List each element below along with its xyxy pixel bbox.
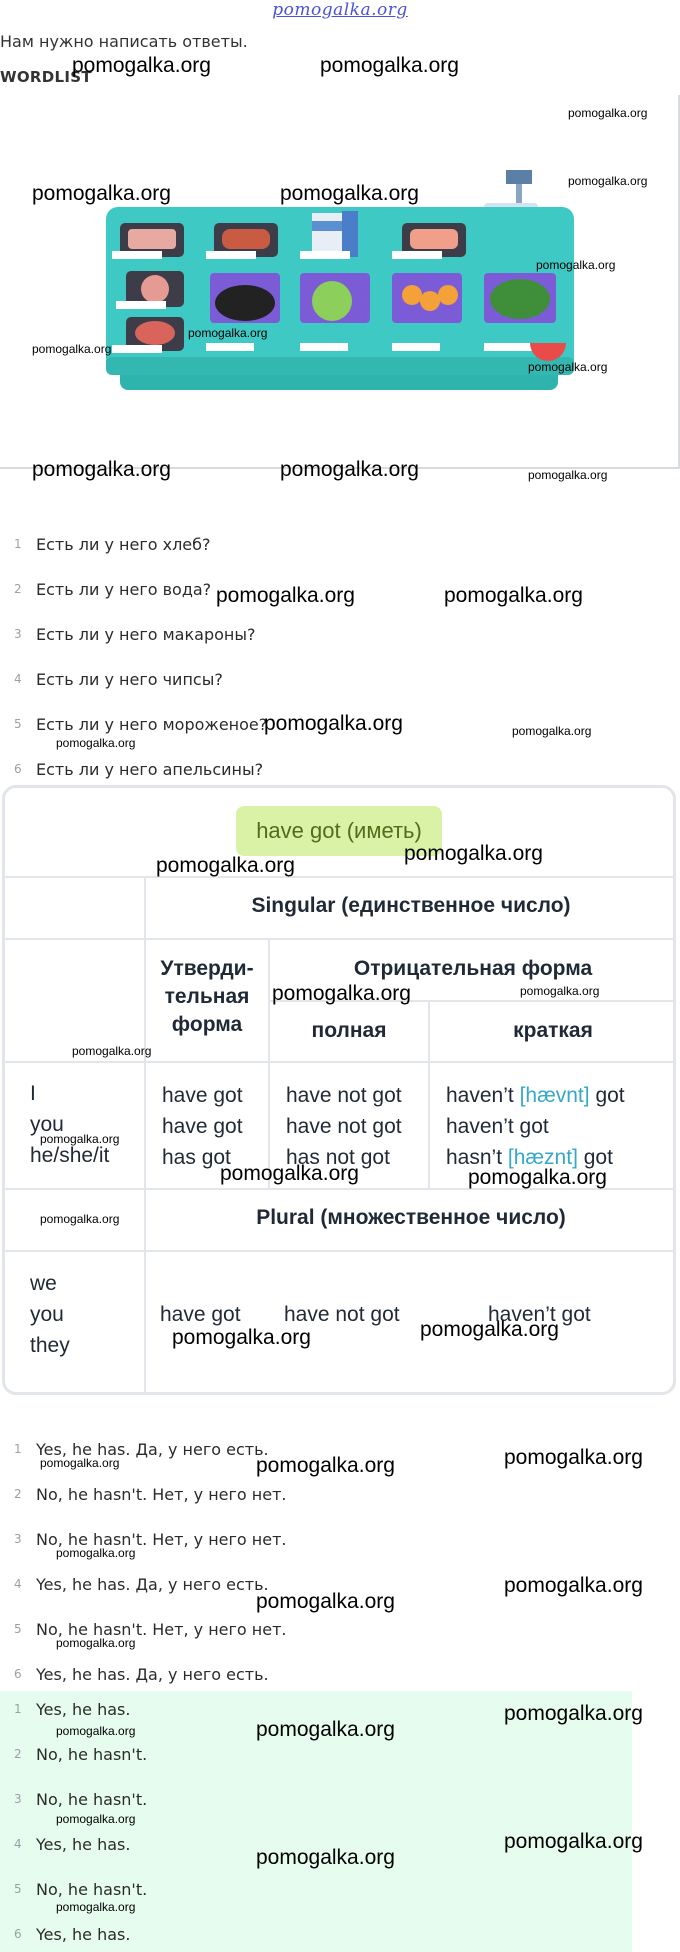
watermark: pomogalka.org <box>568 106 648 120</box>
meat-tray-icon <box>116 271 184 309</box>
question-item: 1 Есть ли у него хлеб? <box>14 535 211 554</box>
short-form-cell: haven’t [hævnt] got haven’t got hasn’t [hæznt] got <box>446 1084 625 1169</box>
grammar-title: have got (иметь) <box>236 806 442 856</box>
watermark: pomogalka.org <box>32 458 171 481</box>
watermark: pomogalka.org <box>536 258 616 272</box>
watermark: pomogalka.org <box>40 1456 120 1470</box>
short-answer-item: 6 Yes, he has. <box>14 1925 131 1944</box>
watermark: pomogalka.org <box>420 1318 559 1341</box>
bacon-tray-icon <box>112 223 184 259</box>
watermark: pomogalka.org <box>512 724 592 738</box>
watermark: pomogalka.org <box>256 1454 395 1477</box>
watermark: pomogalka.org <box>56 1812 136 1826</box>
watermark: pomogalka.org <box>528 360 608 374</box>
plural-full-form-cell: have not got <box>284 1303 400 1326</box>
watermark: pomogalka.org <box>280 458 419 481</box>
pronoun-cell: I you he/she/it <box>30 1082 110 1167</box>
salmon-tray-icon <box>392 223 466 259</box>
watermark: pomogalka.org <box>256 1718 395 1741</box>
singular-header: Singular (единственное число) <box>251 894 571 917</box>
watermark: pomogalka.org <box>320 54 459 77</box>
question-item: 4 Есть ли у него чипсы? <box>14 670 223 689</box>
ipa-haven't: [hævnt] <box>519 1084 590 1107</box>
watermark: pomogalka.org <box>32 342 112 356</box>
watermark: pomogalka.org <box>504 1702 643 1725</box>
question-item: 6 Есть ли у него апельсины? <box>14 760 264 779</box>
full-form-cell: have not got have not got has not got <box>286 1084 402 1169</box>
watermark: pomogalka.org <box>256 1590 395 1613</box>
watermark: pomogalka.org <box>468 1166 607 1189</box>
watermark: pomogalka.org <box>72 54 211 77</box>
answer-item: 6 Yes, he has. Да, у него есть. <box>14 1665 269 1684</box>
watermark: pomogalka.org <box>56 1900 136 1914</box>
watermark: pomogalka.org <box>156 854 295 877</box>
watermark: pomogalka.org <box>172 1326 311 1349</box>
plural-pronoun-cell: we you they <box>30 1272 70 1357</box>
question-item: 2 Есть ли у него вода? <box>14 580 212 599</box>
short-form-header: краткая <box>513 1019 593 1042</box>
watermark: pomogalka.org <box>40 1212 120 1226</box>
answer-item: 2 No, he hasn't. Нет, у него нет. <box>14 1485 287 1504</box>
market-illustration <box>0 95 680 469</box>
watermark: pomogalka.org <box>504 1446 643 1469</box>
watermark: pomogalka.org <box>272 982 411 1005</box>
short-answer-item: 5 No, he hasn't. <box>14 1880 148 1899</box>
affirmative-cell: have got have got has got <box>162 1084 243 1169</box>
short-answer-item: 4 Yes, he has. <box>14 1835 131 1854</box>
negative-header: Отрицательная форма <box>353 957 593 980</box>
market-stall-svg <box>0 95 678 467</box>
affirmative-header: Утверди-тельная форма <box>160 957 254 1036</box>
answer-item: 5 No, he hasn't. Нет, у него нет. <box>14 1620 287 1639</box>
ipa-hasn't: [hæznt] <box>507 1146 578 1169</box>
watermark: pomogalka.org <box>264 712 403 735</box>
full-form-header: полная <box>311 1019 387 1042</box>
watermark: pomogalka.org <box>528 468 608 482</box>
answer-item: 4 Yes, he has. Да, у него есть. <box>14 1575 269 1594</box>
watermark: pomogalka.org <box>56 1724 136 1738</box>
question-item: 5 Есть ли у него мороженое? <box>14 715 268 734</box>
intro-text: Нам нужно написать ответы. <box>0 32 248 51</box>
watermark: pomogalka.org <box>444 584 583 607</box>
short-answer-item: 1 Yes, he has. <box>14 1700 131 1719</box>
watermark: pomogalka.org <box>520 984 600 998</box>
watermark: pomogalka.org <box>504 1830 643 1853</box>
site-logo[interactable]: pomogalka.org <box>272 0 408 20</box>
watermark: pomogalka.org <box>56 736 136 750</box>
answer-item: 1 Yes, he has. Да, у него есть. <box>14 1440 269 1459</box>
watermark: pomogalka.org <box>72 1044 152 1058</box>
watermark: pomogalka.org <box>404 842 543 865</box>
watermark: pomogalka.org <box>504 1574 643 1597</box>
watermark: pomogalka.org <box>220 1162 359 1185</box>
question-item: 3 Есть ли у него макароны? <box>14 625 256 644</box>
watermark: pomogalka.org <box>188 326 268 340</box>
watermark: pomogalka.org <box>56 1636 136 1650</box>
answer-item: 3 No, he hasn't. Нет, у него нет. <box>14 1530 287 1549</box>
plural-header: Plural (множественное число) <box>256 1206 566 1229</box>
short-answer-item: 3 No, he hasn't. <box>14 1790 148 1809</box>
watermark: pomogalka.org <box>56 1546 136 1560</box>
short-answer-item: 2 No, he hasn't. <box>14 1745 148 1764</box>
watermark: pomogalka.org <box>280 182 419 205</box>
watermark: pomogalka.org <box>32 182 171 205</box>
watermark: pomogalka.org <box>256 1846 395 1869</box>
plural-short-form-cell: haven’t got <box>488 1303 591 1326</box>
plural-affirmative-cell: have got <box>160 1303 241 1326</box>
sausages-tray-icon <box>206 223 278 259</box>
watermark: pomogalka.org <box>216 584 355 607</box>
watermark: pomogalka.org <box>568 174 648 188</box>
wordlist-label: WORDLIST <box>0 68 92 86</box>
watermark: pomogalka.org <box>40 1132 120 1146</box>
